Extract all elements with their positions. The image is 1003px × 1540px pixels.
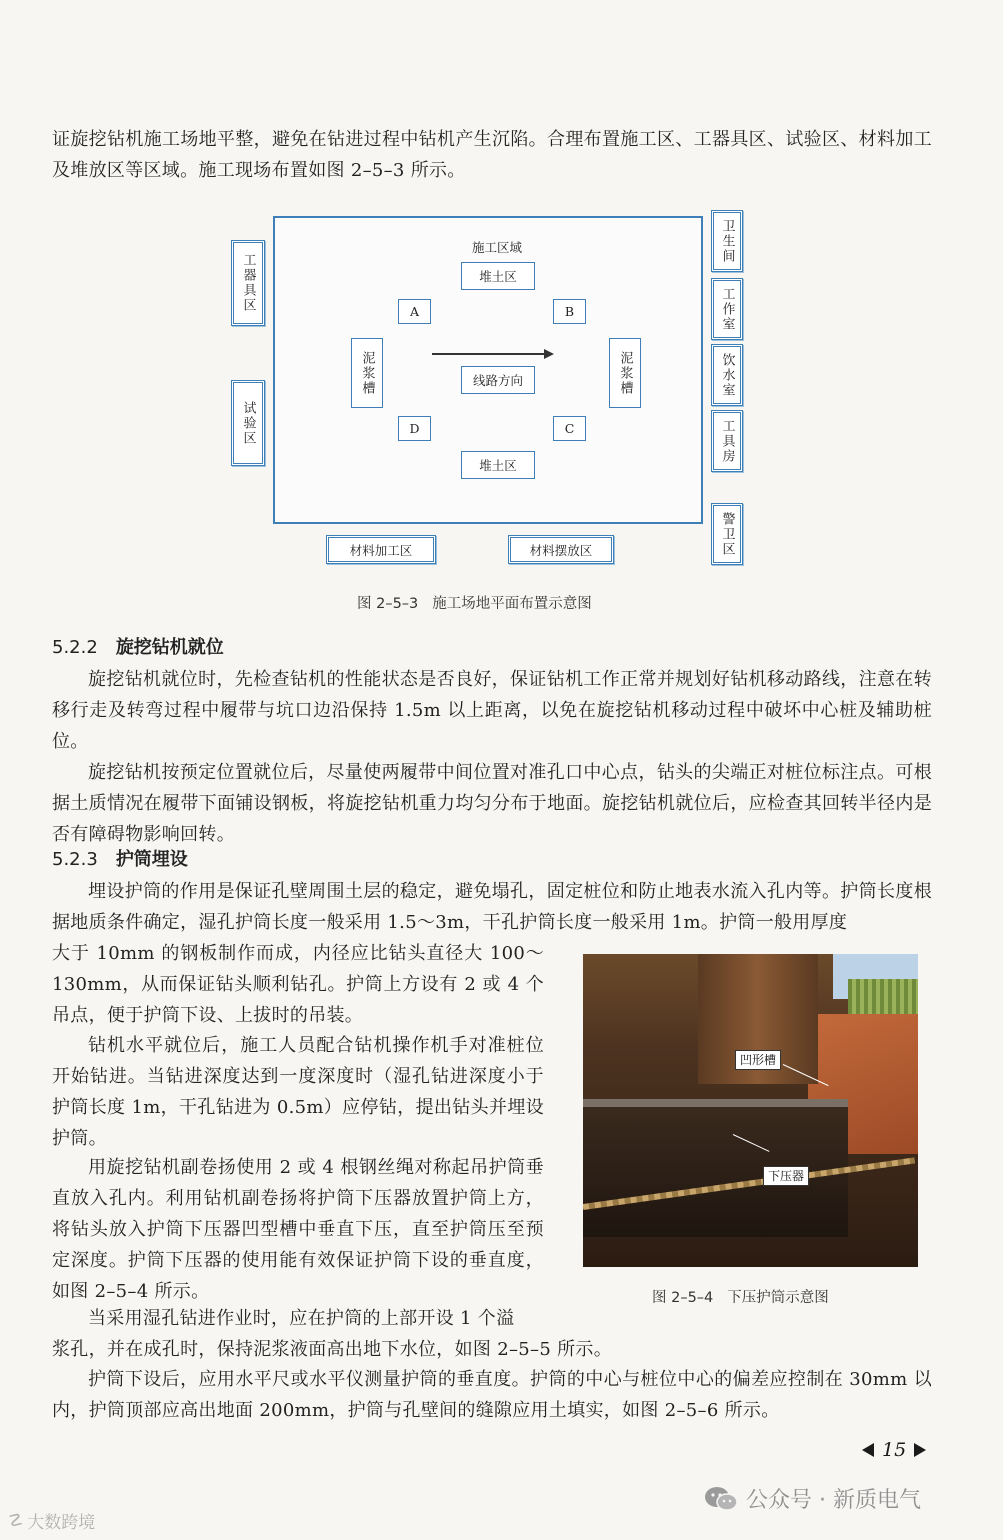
- figure-254-caption: [652, 1286, 829, 1307]
- direction-arrow-head: [544, 349, 554, 359]
- point-c: C: [553, 416, 586, 441]
- press-label: 下压器: [763, 1166, 809, 1186]
- section-523-number: 5.2.3: [52, 849, 98, 870]
- point-d: D: [398, 416, 431, 441]
- groove-label: 凹形槽: [735, 1050, 781, 1070]
- casing-press-photo: [583, 954, 918, 1267]
- site-layout-diagram: [0, 0, 1003, 640]
- soil-pile-bottom: 堆土区: [461, 451, 535, 479]
- next-triangle-icon: [914, 1443, 926, 1457]
- section-523-paragraph-3: 用旋挖钻机副卷扬使用 2 或 4 根钢丝绳对称起吊护筒垂直放入孔内。利用钻机副卷扬将护筒下压器放置护筒上方，将钻头放入护筒下压器凹型槽中垂直下压，直至护筒压至预定深度。护筒下压器的使用能有效保证护筒下设的垂直度，如图 2–5–4 所示。: [52, 1157, 544, 1302]
- watermark-right-text: 公众号 · 新质电气: [746, 1488, 921, 1513]
- material-processing-area: 材料加工区: [326, 535, 436, 564]
- material-storage-area: 材料摆放区: [508, 535, 614, 564]
- section-523-paragraph-1-cont: 大于 10mm 的钢板制作而成，内径应比钻头直径大 100～130mm，从而保证钻头顺利钻孔。护筒上方设有 2 或 4 个吊点，便于护筒下设、上拔时的吊装。: [52, 943, 544, 1026]
- point-a: A: [398, 299, 431, 324]
- toilet-room: 卫生间: [711, 210, 743, 272]
- tool-room: 工具房: [711, 410, 743, 472]
- section-523-title: 护筒埋设: [115, 849, 188, 870]
- mud-tank-right: 泥浆槽: [609, 338, 641, 408]
- guard-area: 警卫区: [711, 503, 743, 565]
- test-area: 试验区: [231, 380, 265, 466]
- section-523-paragraph-2: 钻机水平就位后，施工人员配合钻机操作机手对准桩位开始钻进。当钻进深度达到一度深度时（湿孔钻进深度小于护筒长度 1m，干孔钻进为 0.5m）应停钻，提出钻头并埋设护筒。: [52, 1035, 544, 1149]
- office-room: 工作室: [711, 278, 743, 340]
- section-522-paragraph-1: 旋挖钻机就位时，先检查钻机的性能状态是否良好，保证钻机工作正常并规划好钻机移动路线，注意在转移行走及转弯过程中履带与坑口边沿保持 1.5m 以上距离，以免在旋挖钻机移动过程中破坏中心桩及辅助桩位。: [52, 669, 932, 752]
- direction-arrow-line: [432, 353, 544, 355]
- section-523-heading: [52, 848, 188, 872]
- wechat-icon: [704, 1486, 738, 1512]
- page-number: [862, 1439, 926, 1461]
- figure-254-title: 下压护筒示意图: [727, 1290, 829, 1306]
- watermark-left: [8, 1508, 95, 1533]
- section-523-paragraph-5: 护筒下设后，应用水平尺或水平仪测量护筒的垂直度。护筒的中心与桩位中心的偏差应控制在 30mm 以内，护筒顶部应高出地面 200mm，护筒与孔壁间的缝隙应用土填实，如图 2–5–6 所示。: [52, 1369, 932, 1421]
- figure-253-caption: [357, 592, 592, 613]
- section-523-paragraph-1: 埋设护筒的作用是保证孔壁周围土层的稳定，避免塌孔，固定桩位和防止地表水流入孔内等。护筒长度根据地质条件确定，湿孔护筒长度一般采用 1.5～3m，干孔护筒长度一般采用 1m。护筒一般用厚度: [52, 881, 932, 933]
- mud-tank-left: 泥浆槽: [351, 338, 383, 408]
- prev-triangle-icon: [862, 1443, 874, 1457]
- figure-253-number: 图 2–5–3: [357, 596, 419, 612]
- section-522-heading: [52, 636, 224, 660]
- page-number-value: 15: [882, 1439, 907, 1461]
- point-b: B: [553, 299, 586, 324]
- intro-paragraph: 证旋挖钻机施工场地平整，避免在钻进过程中钻机产生沉陷。合理布置施工区、工器具区、试验区、材料加工及堆放区等区域。施工现场布置如图 2–5–3 所示。: [52, 129, 932, 181]
- figure-253-title: 施工场地平面布置示意图: [432, 596, 592, 612]
- section-522-paragraph-2: 旋挖钻机按预定位置就位后，尽量使两履带中间位置对准孔口中心点，钻头的尖端正对桩位标注点。可根据土质情况在履带下面铺设钢板，将旋挖钻机重力均匀分布于地面。旋挖钻机就位后，应检查其回转半径内是否有障碍物影响回转。: [52, 762, 932, 845]
- section-522-title: 旋挖钻机就位: [115, 637, 224, 658]
- soil-pile-top: 堆土区: [461, 262, 535, 290]
- figure-254-number: 图 2–5–4: [652, 1290, 714, 1306]
- route-direction-label: 线路方向: [461, 366, 535, 394]
- watermark-left-text: 大数跨境: [27, 1513, 96, 1533]
- section-522-number: 5.2.2: [52, 637, 98, 658]
- section-523-paragraph-4a: 当采用湿孔钻进作业时，应在护筒的上部开设 1 个溢: [88, 1308, 515, 1329]
- tools-area: 工器具区: [231, 240, 265, 326]
- watermark-right: [704, 1483, 921, 1514]
- construction-area-title: 施工区域: [472, 240, 523, 255]
- watermark-left-icon: ☡: [8, 1510, 24, 1531]
- water-room: 饮水室: [711, 344, 743, 406]
- section-523-paragraph-4b: 浆孔，并在成孔时，保持泥浆液面高出地下水位，如图 2–5–5 所示。: [52, 1339, 612, 1360]
